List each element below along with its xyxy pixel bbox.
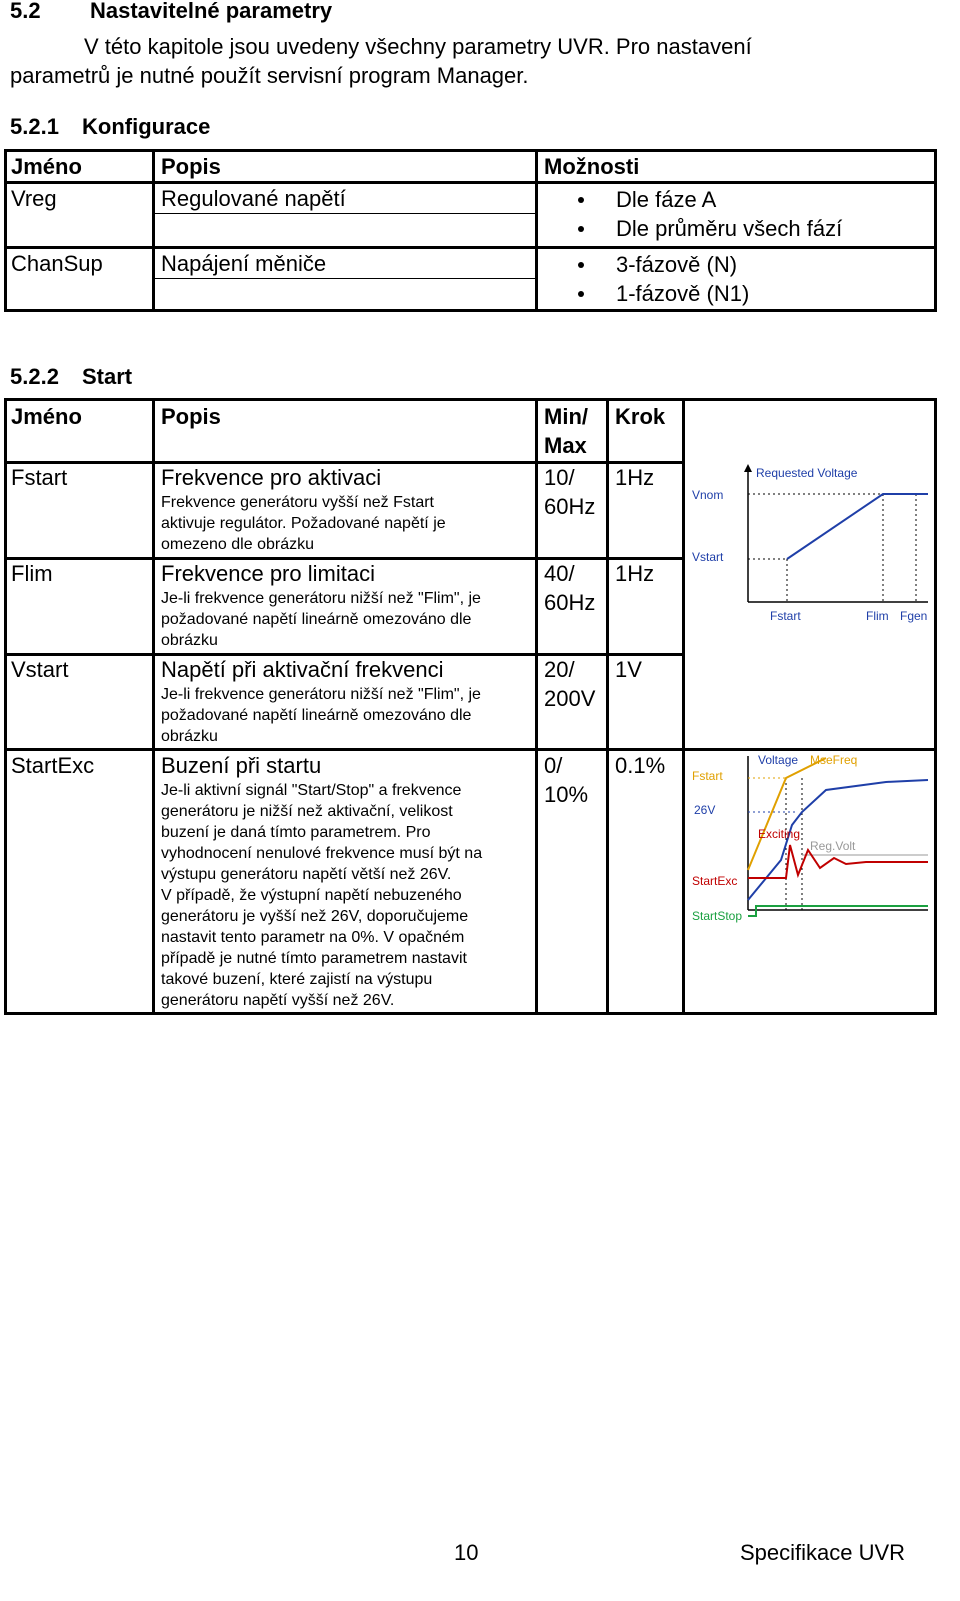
param-startexc-step: 0.1% (615, 753, 666, 778)
figure1-title: Requested Voltage (756, 466, 858, 480)
intro-line-2: parametrů je nutné použít servisní program Manager. (10, 63, 529, 88)
param-vstart-min: 20/ (544, 657, 575, 682)
start-title: Start (82, 364, 133, 389)
document-title: Specifikace UVR (740, 1540, 906, 1565)
param-startexc-max: 10% (544, 782, 589, 807)
config-row-chansup-name: ChanSup (11, 251, 103, 276)
start-heading (10, 364, 132, 390)
start-header-desc: Popis (161, 404, 221, 429)
regvolt-label: Reg.Volt (810, 839, 856, 853)
start-header-min: Min/ (544, 404, 588, 429)
start-header-max: Max (544, 433, 587, 458)
config-header-name: Jméno (11, 154, 82, 179)
param-flim-step: 1Hz (615, 561, 655, 586)
param-fstart-max: 60Hz (544, 494, 596, 519)
config-number: 5.2.1 (10, 114, 59, 139)
param-flim-max: 60Hz (544, 590, 596, 615)
param-startexc-desc: Buzení při startu (161, 753, 322, 778)
intro-line-1: V této kapitole jsou uvedeny všechny parametry UVR. Pro nastavení (84, 34, 752, 59)
start-excitation-figure (686, 750, 932, 930)
startstop-signal (748, 906, 928, 916)
param-vstart-step: 1V (615, 657, 642, 682)
param-fstart-detail: Frekvence generátoru vyšší než Fstart aktivuje regulátor. Požadované napětí je omezeno dle obrázku (161, 494, 446, 553)
param-flim-min: 40/ (544, 561, 575, 586)
start-number: 5.2.2 (10, 364, 59, 389)
section-title: Nastavitelné parametry (90, 0, 333, 23)
param-fstart-min: 10/ (544, 465, 575, 490)
page-number: 10 (454, 1540, 479, 1565)
param-vstart-detail: Je-li frekvence generátoru nižší než "Flim", je požadované napětí lineárně omezováno dle obrázku (161, 686, 481, 745)
param-fstart-step: 1Hz (615, 465, 655, 490)
param-flim-name: Flim (11, 561, 53, 586)
param-startexc-name: StartExc (11, 753, 95, 778)
option-item: 3-fázově (N) (540, 250, 749, 279)
param-startexc-min: 0/ (544, 753, 563, 778)
config-header-desc: Popis (161, 154, 221, 179)
param-vstart-desc: Napětí při aktivační frekvenci (161, 657, 444, 682)
param-flim-desc: Frekvence pro limitaci (161, 561, 375, 586)
config-header-options: Možnosti (544, 154, 640, 179)
param-vstart-name: Vstart (11, 657, 69, 682)
config-row-vreg-options (540, 185, 842, 243)
config-title: Konfigurace (82, 114, 211, 139)
fstart-label: Fstart (692, 769, 723, 783)
option-item: 1-fázově (N1) (540, 279, 749, 308)
param-fstart-desc: Frekvence pro aktivaci (161, 465, 382, 490)
flim-label: Flim (866, 609, 889, 623)
exciting-label: Exciting (758, 827, 801, 841)
msefreq-label: MseFreq (810, 753, 858, 767)
section-heading (10, 0, 332, 24)
vstart-label: Vstart (692, 550, 724, 564)
msefreq-curve (748, 758, 826, 870)
startexc-label: StartExc (692, 874, 738, 888)
fgen-label: Fgen (900, 609, 928, 623)
param-flim-detail: Je-li frekvence generátoru nižší než "Flim", je požadované napětí lineárně omezováno dle obrázku (161, 590, 481, 649)
vnom-label: Vnom (692, 488, 724, 502)
config-row-chansup-desc: Napájení měniče (161, 251, 327, 276)
fstart-label: Fstart (770, 609, 801, 623)
option-item: Dle průměru všech fází (540, 214, 842, 243)
intro-paragraph (10, 32, 840, 90)
param-fstart-name: Fstart (11, 465, 68, 490)
config-row-vreg-name: Vreg (11, 186, 57, 211)
v26-label: 26V (694, 803, 716, 817)
section-number: 5.2 (10, 0, 41, 23)
requested-voltage-curve (787, 494, 928, 559)
config-row-chansup-options (540, 250, 749, 308)
startstop-label: StartStop (692, 909, 743, 923)
config-row-vreg-desc: Regulované napětí (161, 186, 346, 211)
voltage-label: Voltage (758, 753, 799, 767)
start-header-name: Jméno (11, 404, 82, 429)
start-header-step: Krok (615, 404, 666, 429)
option-item: Dle fáze A (540, 185, 842, 214)
param-vstart-max: 200V (544, 686, 596, 711)
y-axis-arrow (744, 464, 752, 472)
config-heading (10, 114, 210, 140)
requested-voltage-figure (686, 462, 932, 632)
param-startexc-detail: Je-li aktivní signál "Start/Stop" a frekvence generátoru je nižší než aktivační, velikost buzení je daná tímto parametrem. Pro vyhodnocení nenulové frekvence musí být na výstupu generátoru napětí větší než 26V. V případě, že výstupní napětí nebuzeného generátoru je vyšší než 26V, doporučujeme nastavit tento parametr na 0%. V opačném případě je nutné tímto parametrem nastavit takové buzení, které zajistí na výstupu generátoru napětí vyšší než 26V. (161, 782, 483, 1009)
